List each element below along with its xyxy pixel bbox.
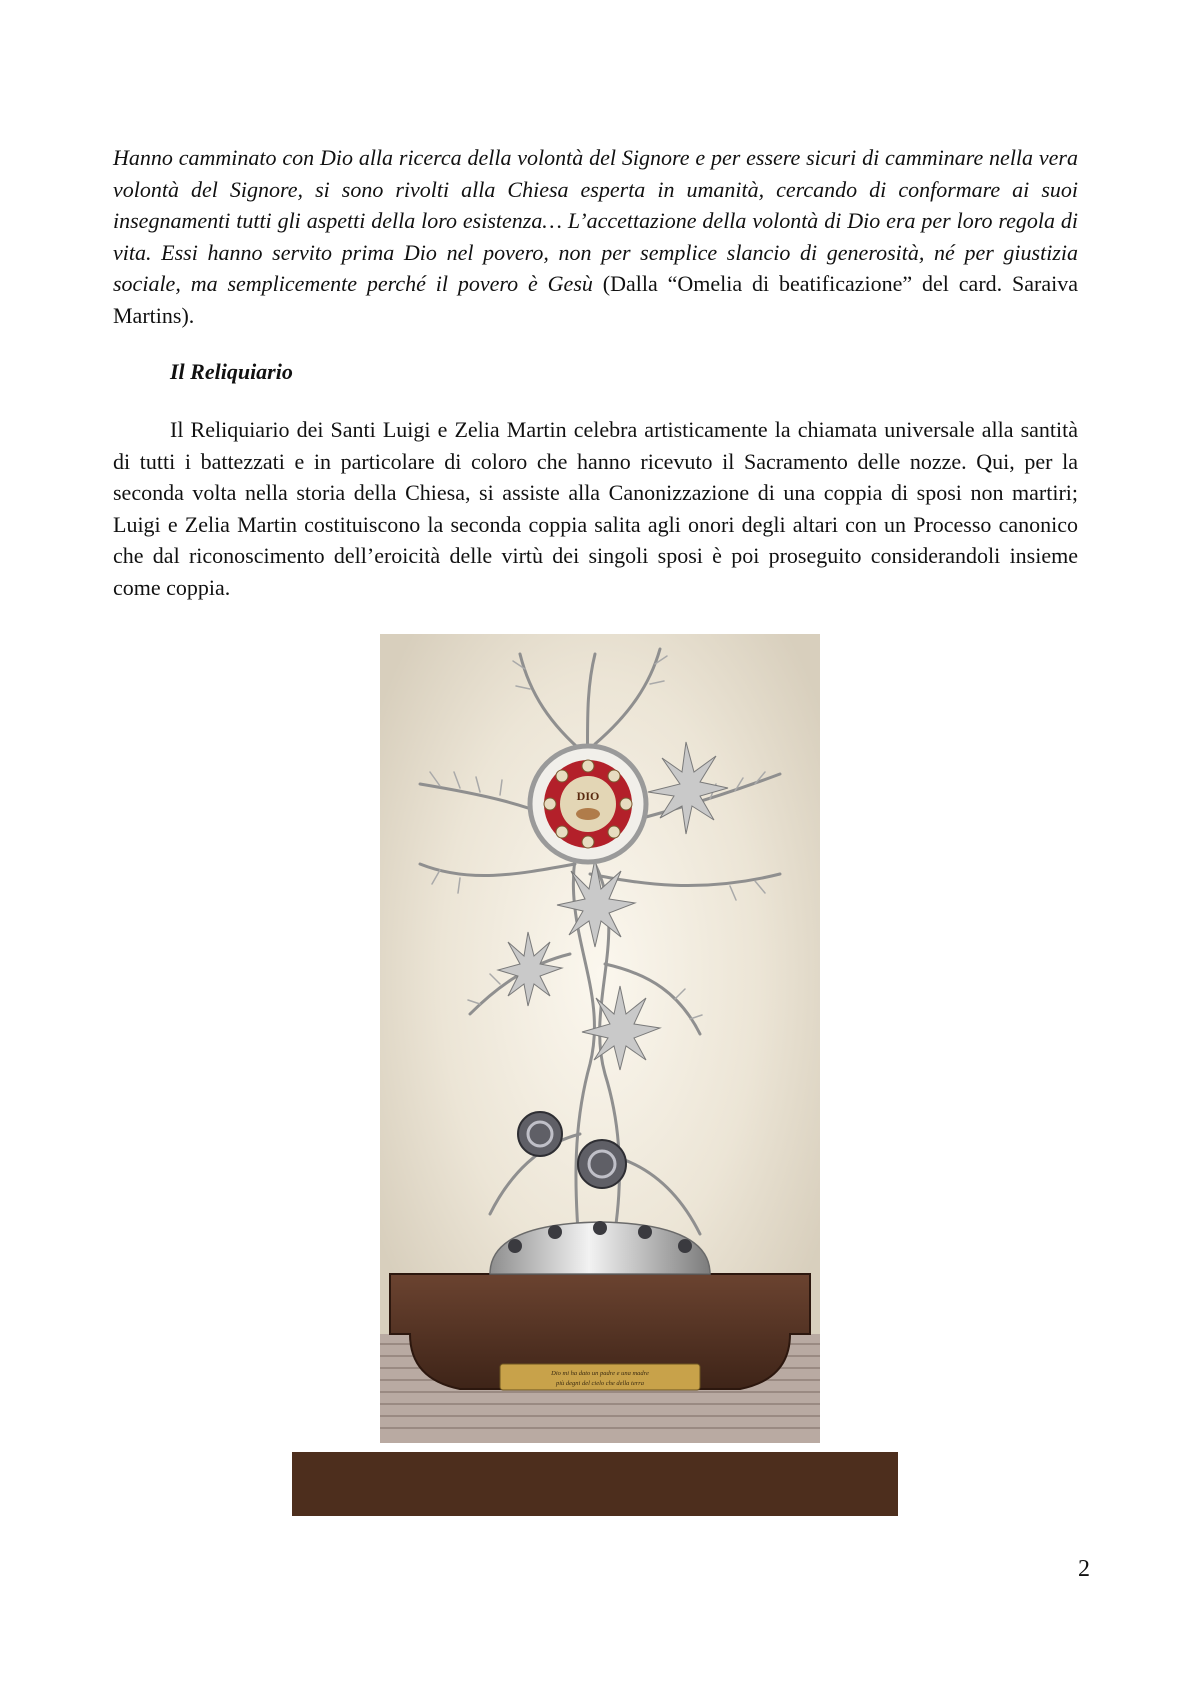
section-heading: Il Reliquiario (170, 359, 293, 384)
body-paragraph: Il Reliquiario dei Santi Luigi e Zelia Martin celebra artisticamente la chiamata universale alla santità di tutti i battezzati e in particolare di coloro che hanno ricevuto il Sacramento delle nozze. Qui, per la seconda volta nella storia della Chiesa, si assiste alla Canonizzazione di una coppia di sposi non martiri; Luigi e Zelia Martin costituiscono la seconda coppia salita agli onori degli altari con un Processo canonico che dal riconoscimento dell’eroicità delle virtù dei singoli sposi è poi proseguito considerandoli insieme come coppia. (113, 417, 1078, 600)
reliquary-photo (380, 634, 820, 1443)
reliquary-medallion (530, 746, 646, 862)
medallion-text: DIO (576, 789, 600, 803)
quote-citation: (Dalla “Omelia di beatificazione” del card. Saraiva Martins). (113, 271, 1078, 328)
quote-text: Hanno camminato con Dio alla ricerca della volontà del Signore e per essere sicuri di camminare nella vera volontà del Signore, si sono rivolti alla Chiesa esperta in umanità, cercando di conformare ai suoi insegnamenti tutti gli aspetti della loro esistenza… L’accettazione della volontà di Dio era per loro regola di vita. Essi hanno servito prima Dio nel povero, non per semplice slancio di generosità, né per giustizia sociale, ma semplicemente perché il povero è Gesù (113, 145, 1078, 296)
quote-paragraph (113, 142, 1078, 331)
caption-bar (292, 1452, 898, 1516)
plaque-line-2: più degni del cielo che della terra (555, 1380, 645, 1387)
page-number: 2 (1078, 1556, 1090, 1582)
plaque-line-1: Dio mi ha dato un padre e una madre (551, 1370, 649, 1377)
